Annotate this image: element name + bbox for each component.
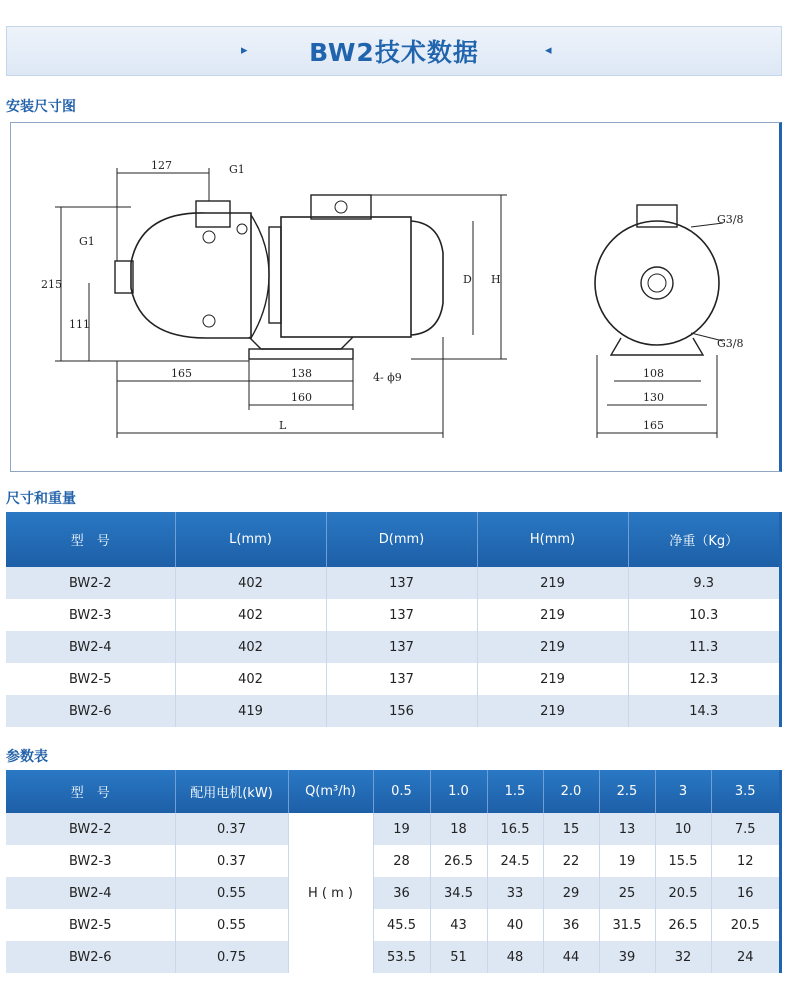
pump-drawing-svg	[11, 123, 781, 473]
head-value-cell: 45.5	[373, 909, 430, 941]
header-q-3: 3	[655, 770, 711, 813]
head-value-cell: 39	[599, 941, 655, 973]
head-value-cell: 20.5	[655, 877, 711, 909]
section-title-params: 参数表	[6, 749, 48, 765]
g38-top-label: G3/8	[717, 213, 744, 226]
head-value-cell: 36	[373, 877, 430, 909]
head-value-cell: 15	[543, 813, 599, 845]
head-value-cell: 26.5	[655, 909, 711, 941]
head-value-cell: 29	[543, 877, 599, 909]
g1-left-label: G1	[79, 235, 95, 248]
l-cell: 402	[175, 567, 326, 599]
table-header-row	[6, 770, 781, 813]
dim-111-label: 111	[69, 318, 90, 331]
head-value-cell: 18	[430, 813, 487, 845]
head-value-cell: 48	[487, 941, 543, 973]
head-value-cell: 25	[599, 877, 655, 909]
header-h: H(mm)	[477, 512, 628, 567]
weight-cell: 9.3	[628, 567, 781, 599]
model-cell: BW2-3	[6, 599, 175, 631]
dim-l-label: L	[279, 419, 287, 432]
motor-cell: 0.75	[175, 941, 288, 973]
head-value-cell: 31.5	[599, 909, 655, 941]
section-title-size: 尺寸和重量	[6, 491, 76, 507]
head-value-cell: 16.5	[487, 813, 543, 845]
model-cell: BW2-2	[6, 567, 175, 599]
table-row	[6, 813, 781, 845]
model-cell: BW2-6	[6, 695, 175, 727]
head-value-cell: 51	[430, 941, 487, 973]
weight-cell: 10.3	[628, 599, 781, 631]
header-q-1-0: 1.0	[430, 770, 487, 813]
header-q-0-5: 0.5	[373, 770, 430, 813]
dim-215-label: 215	[41, 278, 62, 291]
dim-d-label: D	[463, 273, 472, 286]
l-cell: 402	[175, 663, 326, 695]
head-value-cell: 44	[543, 941, 599, 973]
head-value-cell: 16	[711, 877, 781, 909]
g1-top-label: G1	[229, 163, 245, 176]
header-q-1-5: 1.5	[487, 770, 543, 813]
dim-108-label: 108	[643, 367, 664, 380]
weight-cell: 11.3	[628, 631, 781, 663]
head-value-cell: 28	[373, 845, 430, 877]
header-flow: Q(m³/h)	[288, 770, 373, 813]
title-banner	[6, 26, 782, 76]
dim-130-label: 130	[643, 391, 664, 404]
d-cell: 137	[326, 631, 477, 663]
header-d: D(mm)	[326, 512, 477, 567]
l-cell: 402	[175, 631, 326, 663]
model-cell: BW2-4	[6, 877, 175, 909]
head-value-cell: 15.5	[655, 845, 711, 877]
parameter-table	[6, 770, 782, 973]
h-cell: 219	[477, 599, 628, 631]
installation-drawing	[10, 122, 782, 472]
h-cell: 219	[477, 663, 628, 695]
g38-bottom-label: G3/8	[717, 337, 744, 350]
table-header-row	[6, 512, 781, 567]
head-value-cell: 10	[655, 813, 711, 845]
size-weight-table	[6, 512, 782, 727]
model-cell: BW2-4	[6, 631, 175, 663]
head-label-cell: H ( m )	[288, 813, 373, 973]
table-row	[6, 877, 781, 909]
head-value-cell: 53.5	[373, 941, 430, 973]
head-value-cell: 26.5	[430, 845, 487, 877]
dim-4phi9-label: 4- ϕ9	[373, 371, 402, 384]
model-cell: BW2-6	[6, 941, 175, 973]
header-l: L(mm)	[175, 512, 326, 567]
header-q-2-5: 2.5	[599, 770, 655, 813]
page-title: BW2技术数据	[309, 38, 479, 67]
h-cell: 219	[477, 567, 628, 599]
dim-160-label: 160	[291, 391, 312, 404]
weight-cell: 12.3	[628, 663, 781, 695]
model-cell: BW2-5	[6, 663, 175, 695]
head-value-cell: 32	[655, 941, 711, 973]
arrow-left-icon: ◂	[545, 43, 552, 58]
head-value-cell: 24	[711, 941, 781, 973]
header-q-2-0: 2.0	[543, 770, 599, 813]
head-value-cell: 22	[543, 845, 599, 877]
dim-138-label: 138	[291, 367, 312, 380]
model-cell: BW2-5	[6, 909, 175, 941]
head-value-cell: 24.5	[487, 845, 543, 877]
table-row	[6, 941, 781, 973]
motor-cell: 0.37	[175, 845, 288, 877]
model-cell: BW2-2	[6, 813, 175, 845]
header-model: 型 号	[6, 512, 175, 567]
table-row	[6, 663, 781, 695]
head-value-cell: 34.5	[430, 877, 487, 909]
head-value-cell: 33	[487, 877, 543, 909]
head-value-cell: 36	[543, 909, 599, 941]
table-row	[6, 845, 781, 877]
table-row	[6, 599, 781, 631]
arrow-right-icon: ▸	[241, 43, 248, 58]
table-row	[6, 695, 781, 727]
dim-165-label: 165	[171, 367, 192, 380]
motor-cell: 0.55	[175, 909, 288, 941]
head-value-cell: 12	[711, 845, 781, 877]
header-q-3-5: 3.5	[711, 770, 781, 813]
header-model: 型 号	[6, 770, 175, 813]
h-cell: 219	[477, 631, 628, 663]
weight-cell: 14.3	[628, 695, 781, 727]
d-cell: 137	[326, 599, 477, 631]
d-cell: 137	[326, 567, 477, 599]
model-cell: BW2-3	[6, 845, 175, 877]
table-row	[6, 909, 781, 941]
head-value-cell: 20.5	[711, 909, 781, 941]
section-title-install: 安装尺寸图	[6, 99, 76, 115]
dim-h-label: H	[491, 273, 501, 286]
head-value-cell: 43	[430, 909, 487, 941]
motor-cell: 0.55	[175, 877, 288, 909]
head-value-cell: 40	[487, 909, 543, 941]
dim-127-label: 127	[151, 159, 172, 172]
l-cell: 419	[175, 695, 326, 727]
table-row	[6, 631, 781, 663]
d-cell: 156	[326, 695, 477, 727]
head-value-cell: 7.5	[711, 813, 781, 845]
d-cell: 137	[326, 663, 477, 695]
h-cell: 219	[477, 695, 628, 727]
l-cell: 402	[175, 599, 326, 631]
header-motor: 配用电机(kW)	[175, 770, 288, 813]
header-weight: 净重（Kg）	[628, 512, 781, 567]
head-value-cell: 19	[599, 845, 655, 877]
table-row	[6, 567, 781, 599]
head-value-cell: 13	[599, 813, 655, 845]
motor-cell: 0.37	[175, 813, 288, 845]
head-value-cell: 19	[373, 813, 430, 845]
dim-165-side-label: 165	[643, 419, 664, 432]
